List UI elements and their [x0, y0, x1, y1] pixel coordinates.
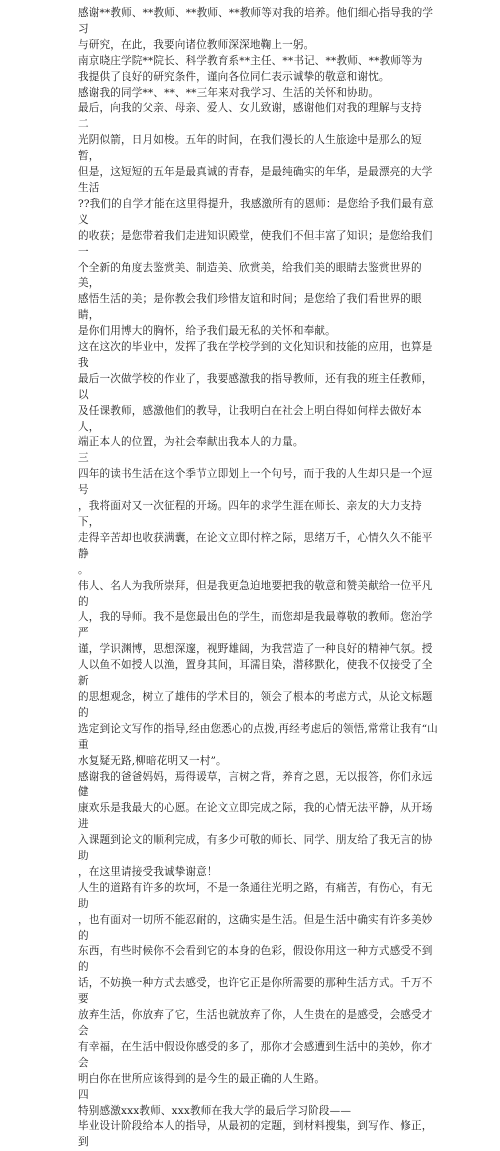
text-line: 感谢我的同学**、**、**三年来对我学习、生活的关怀和协助。	[78, 86, 380, 99]
text-line: 毕业设计阶段给本人的指导，从最初的定题，到材料搜集，到写作、修正，到	[78, 1120, 433, 1149]
section-number: 四	[78, 1088, 89, 1101]
text-line: 及任课教师，感激他们的教导，让我明白在社会上明白得如何样去做好本人，	[78, 404, 422, 433]
text-line: 个全新的角度去鉴赏美、制造美、欣赏美，给我们美的眼睛去鉴赏世界的美，	[78, 261, 422, 290]
text-line: ，在这里请接受我诚挚谢意！	[78, 865, 218, 878]
text-line: 康欢乐是我最大的心愿。在论文立即完成之际，我的心情无法平静，从开场进	[78, 802, 433, 831]
text-line: 有幸福，在生活中假设你感受的多了，那你才会感遭到生活中的美妙，你才会	[78, 1040, 433, 1069]
text-line: 但是，这短短的五年是最真诚的青春，是最纯确实的年华，是最漂亮的大学生活	[78, 166, 433, 194]
text-line: 我提供了良好的研究条件，谨向各位同仁表示诚挚的敬意和谢忱。	[78, 70, 390, 83]
text-line: 伟人、名人为我所崇拜，但是我更急迫地要把我的敬意和赞美献给一位平凡的	[78, 579, 433, 608]
text-line: 感谢我的爸爸妈妈，焉得谖草，言树之背，养育之恩，无以报答，你们永远健	[78, 770, 433, 799]
text-line: 的思想观念，树立了雄伟的学术目的，领会了根本的考虑方式，从论文标题的	[78, 690, 433, 719]
text-line: 水复疑无路,柳暗花明又一村”。	[78, 754, 227, 767]
text-line: 最后，向我的父亲、母亲、爱人、女儿致谢，感谢他们对我的理解与支持	[78, 102, 422, 115]
text-line: ??我们的自学才能在这里得提升，我感激所有的恩师：是您给予我们最有意义	[78, 197, 434, 226]
text-line: 四年的读书生活在这个季节立即划上一个句号，而于我的人生却只是一个逗号	[78, 468, 433, 497]
text-line: 人以鱼不如授人以渔，置身其间，耳濡目染，潜移默化，使我不仅接受了全新	[78, 659, 433, 688]
text-line: 话，不妨换一种方式去感受，也许它正是你所需要的那种生活方式。千万不要	[78, 977, 433, 1006]
text-line: 选定到论文写作的指导,经由您悉心的点拨,再经考虑后的领悟,常常让我有“山重	[78, 722, 438, 751]
section-number: 三	[78, 452, 89, 465]
text-line: 与研究，在此，我要向诸位教师深深地鞠上一躬。	[78, 38, 315, 51]
text-line: 人生的道路有许多的坎坷，不是一条通往光明之路，有痛苦，有伤心，有无助	[78, 881, 433, 910]
text-line: 这在这次的毕业中，发挥了我在学校学到的文化知识和技能的应用，也算是我	[78, 341, 433, 369]
section-number: 二	[78, 118, 89, 131]
text-line: 端正本人的位置，为社会奉献出我本人的力量。	[78, 436, 304, 449]
text-line: 感悟生活的美；是你教会我们珍惜友谊和时间；是您给了我们看世界的眼睛，	[78, 293, 422, 322]
text-line: 特别感激xxx教师、xxx教师在我大学的最后学习阶段——	[78, 1104, 352, 1117]
text-line: 的收获；是您带着我们走进知识殿堂，使我们不但丰富了知识；是您给我们一	[78, 229, 433, 258]
text-line: 东西，有些时候你不会看到它的本身的色彩，假设你用这一种方式感受不到的	[78, 945, 433, 974]
text-line: 最后一次做学校的作业了，我要感激我的指导教师，还有我的班主任教师，以	[78, 372, 433, 401]
document-body	[78, 6, 438, 1151]
text-line: 走得辛苦却也收获满囊，在论文立即付梓之际，思绪万千，心情久久不能平静	[78, 531, 433, 560]
text-line: 南京晓庄学院**院长、科学教育系**主任、**书记、**教师、**教师等为	[78, 54, 423, 67]
text-line: 入课题到论文的顺利完成，有多少可敬的师长、同学、朋友给了我无言的协助	[78, 834, 433, 863]
text-line: 。	[78, 563, 89, 576]
text-line: ，我将面对又一次征程的开场。四年的求学生涯在师长、亲友的大力支持下，	[78, 500, 422, 528]
text-line: 人，我的导师。我不是您最出色的学生，而您却是我最尊敬的教师。您治学严	[78, 611, 433, 640]
text-line: 是你们用博大的胸怀，给予我们最无私的关怀和奉献。	[78, 325, 336, 338]
text-line: ，也有面对一切所不能忍耐的，这确实是生活。但是生活中确实有许多美妙的	[78, 913, 433, 942]
text-line: 明白你在世所应该得到的是今生的最正确的人生路。	[78, 1072, 326, 1085]
text-line: 放弃生活，你放弃了它，生活也就放弃了你，人生贵在的是感受，会感受才会	[78, 1009, 433, 1037]
text-line: 光阴似箭，日月如梭。五年的时间，在我们漫长的人生旅途中是那么的短暂，	[78, 134, 422, 163]
text-line: 谨，学识渊博，思想深邃，视野雄阔，为我营造了一种良好的精神气氛。授	[78, 643, 433, 656]
text-line: 感谢**教师、**教师、**教师、**教师等对我的培养。他们细心指导我的学习	[78, 7, 434, 35]
